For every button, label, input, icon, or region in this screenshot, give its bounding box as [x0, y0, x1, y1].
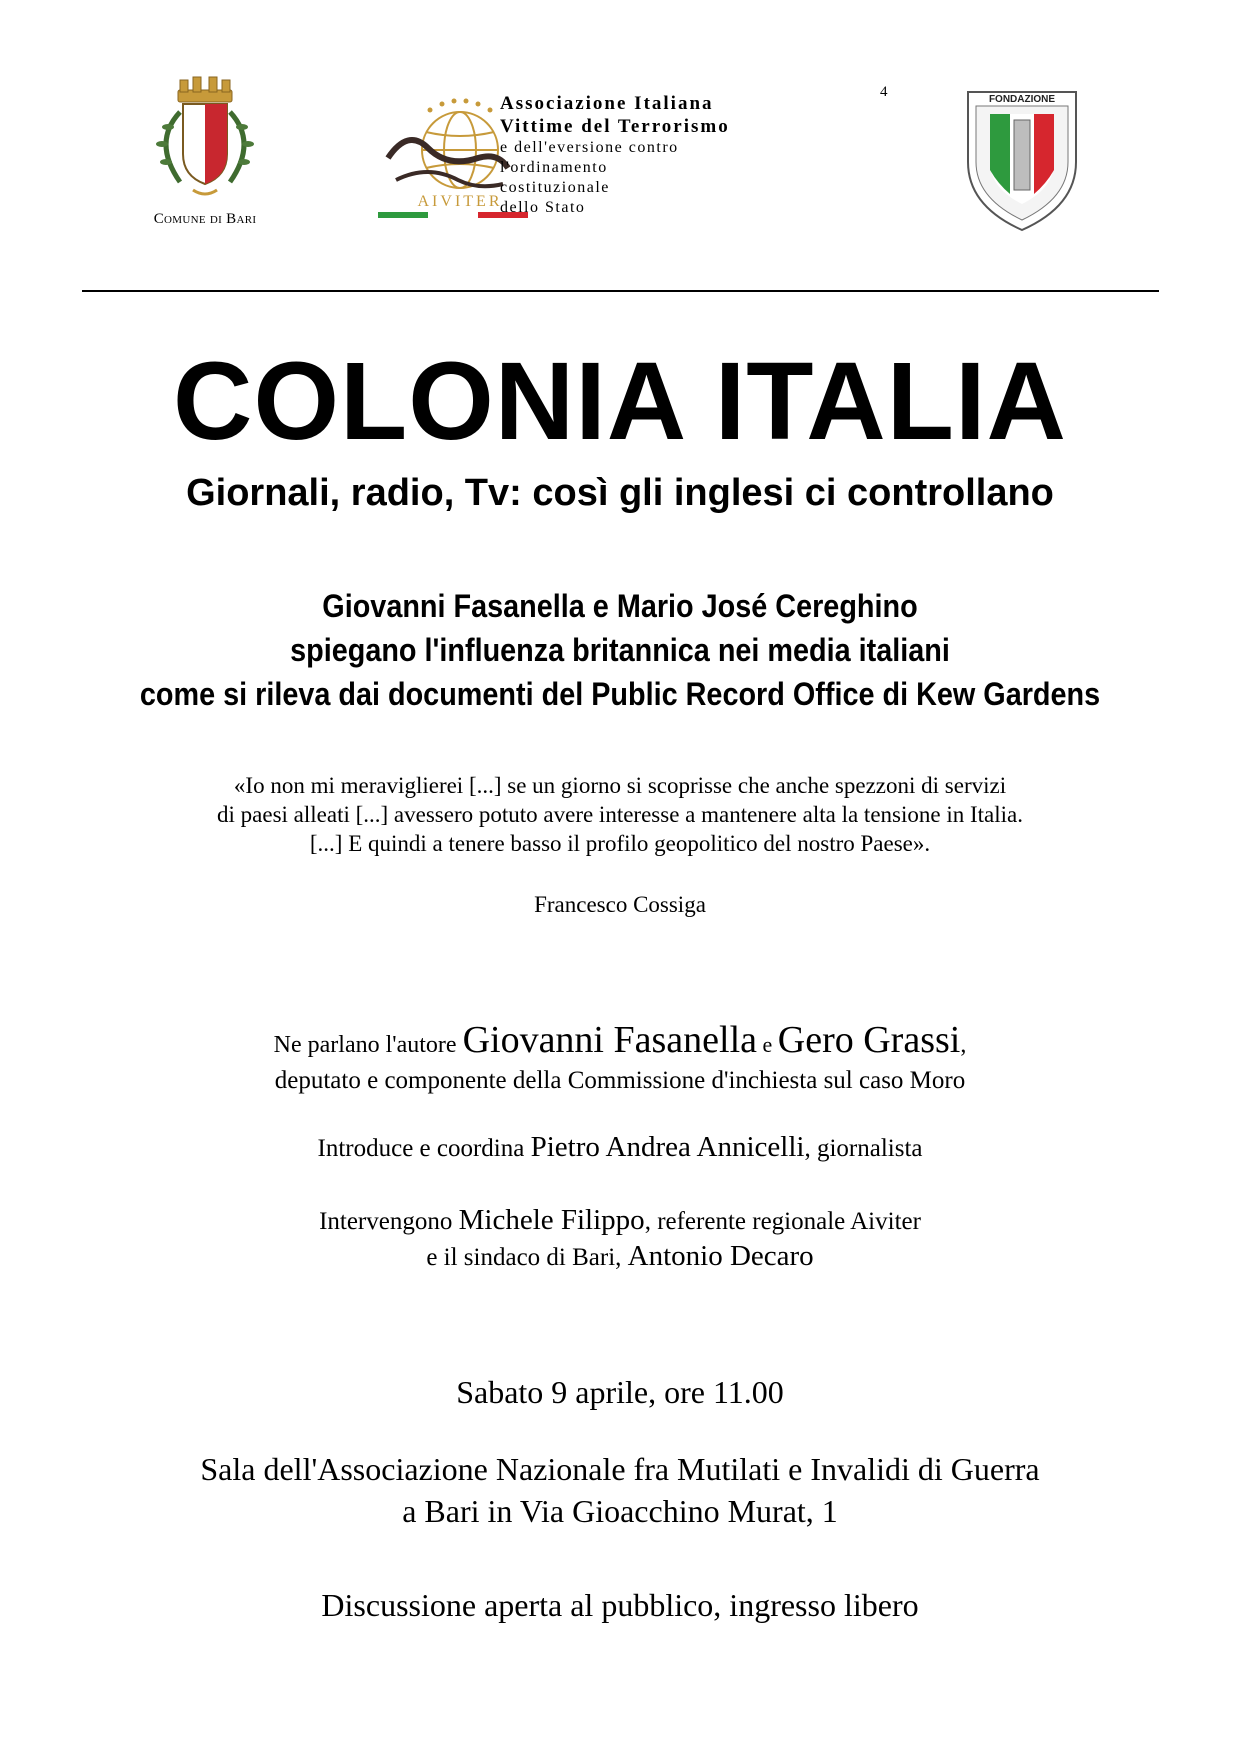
speaker-role-grassi: deputato e componente della Commissione d'inchiesta sul caso Moro	[274, 1067, 966, 1094]
moderator-line	[0, 1130, 1240, 1166]
quote-line2: di paesi alleati [...] avessero potuto avere interesse a mantenere alta la tensione in Italia.	[217, 802, 1023, 827]
association-line4: l'ordinamento	[500, 159, 608, 176]
event-venue	[0, 1448, 1240, 1532]
intervention-name-filippo: Michele Filippo	[458, 1204, 645, 1236]
aiviter-text: AIVITER	[417, 193, 503, 210]
open-notice: Discussione aperta al pubblico, ingresso libero	[321, 1587, 919, 1623]
event-subtitle: Giornali, radio, Tv: così gli inglesi ci controllano	[186, 472, 1054, 514]
intervention-line1	[0, 1203, 1240, 1239]
association-line6: dello Stato	[500, 199, 586, 216]
speakers-joiner: e	[757, 1032, 778, 1057]
speakers-prefix: Ne parlano l'autore	[273, 1032, 463, 1058]
speaker-name-fasanella: Giovanni Fasanella	[462, 1019, 757, 1061]
page-number: 4	[880, 84, 888, 100]
speakers-block	[0, 1020, 1240, 1097]
intervention-role-filippo: , referente regionale Aiviter	[644, 1208, 921, 1235]
header-divider	[82, 290, 1159, 292]
event-title: COLONIA ITALIA	[173, 340, 1067, 463]
moderator-role: , giornalista	[804, 1135, 923, 1162]
authors-line1: Giovanni Fasanella e Mario José Cereghino	[322, 588, 918, 624]
interventions-block	[0, 1203, 1240, 1275]
speakers-line	[0, 1020, 1240, 1065]
association-line1: Associazione Italiana	[500, 93, 714, 114]
intervention-name-decaro: Antonio Decaro	[627, 1240, 814, 1272]
speakers-suffix: ,	[960, 1032, 967, 1058]
quote-author: Francesco Cossiga	[534, 892, 706, 917]
comune-label: Comune di Bari	[153, 211, 257, 227]
venue-line1: Sala dell'Associazione Nazionale fra Mutilati e Invalidi di Guerra	[200, 1451, 1040, 1487]
speaker-name-grassi: Gero Grassi	[777, 1019, 961, 1061]
quote-block	[0, 771, 1240, 858]
association-line5: costituzionale	[500, 179, 610, 196]
authors-line2: spiegano l'influenza britannica nei media italiani	[290, 632, 950, 668]
moderator-prefix: Introduce e coordina	[317, 1135, 531, 1162]
comune-di-bari-crest	[140, 72, 270, 207]
fondazione-text: FONDAZIONE	[988, 94, 1056, 105]
intervention-line2	[0, 1239, 1240, 1275]
association-line3: e dell'eversione contro	[500, 139, 679, 156]
authors-line3: come si rileva dai documenti del Public Record Office di Kew Gardens	[139, 676, 1101, 712]
fondazione-anmig-shield	[962, 84, 1082, 234]
quote-line1: «Io non mi meraviglierei [...] se un giorno si scoprisse che anche spezzoni di servizi	[233, 773, 1007, 798]
association-name	[500, 62, 860, 218]
intervention-prefix2: e il sindaco di Bari,	[426, 1244, 628, 1271]
intervention-prefix: Intervengono	[319, 1208, 459, 1235]
authors-block	[62, 584, 1178, 716]
association-line2: Vittime del Terrorismo	[500, 116, 730, 137]
event-date: Sabato 9 aprile, ore 11.00	[456, 1374, 784, 1410]
moderator-name: Pietro Andrea Annicelli	[530, 1131, 805, 1163]
quote-line3: [...] E quindi a tenere basso il profilo geopolitico del nostro Paese».	[309, 831, 931, 856]
venue-line2: a Bari in Via Gioacchino Murat, 1	[402, 1493, 838, 1529]
